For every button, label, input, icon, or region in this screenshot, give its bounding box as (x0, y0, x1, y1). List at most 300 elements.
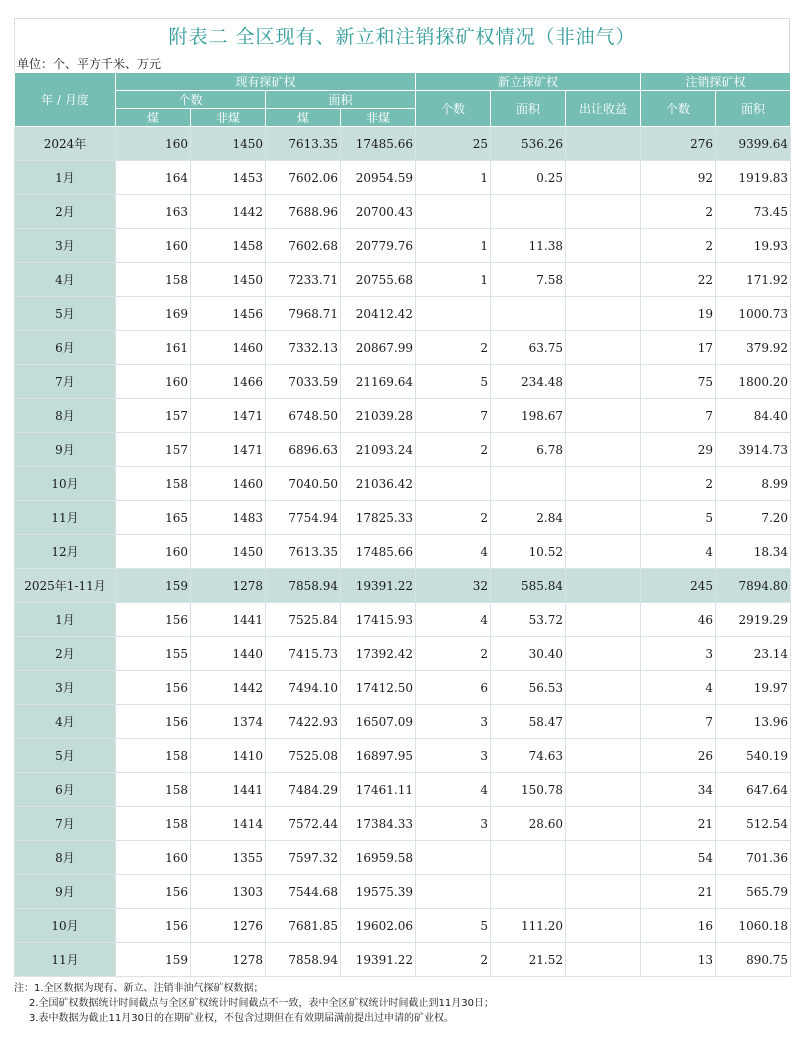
table-header (15, 73, 791, 127)
cell-new-count: 2 (416, 433, 491, 467)
cell-noncoal-count: 1456 (191, 297, 266, 331)
cell-period: 3月 (15, 229, 116, 263)
cell-cancel-count: 21 (641, 875, 716, 909)
cell-cancel-area: 379.92 (716, 331, 791, 365)
cell-coal-count: 158 (116, 739, 191, 773)
cell-new-area: 6.78 (491, 433, 566, 467)
cell-cancel-area: 1800.20 (716, 365, 791, 399)
cell-period: 11月 (15, 501, 116, 535)
summary-row (15, 569, 791, 603)
cell-coal-area: 7484.29 (266, 773, 341, 807)
cell-new-area: 11.38 (491, 229, 566, 263)
cell-coal-count: 160 (116, 127, 191, 161)
cell-new-revenue (566, 501, 641, 535)
cell-coal-area: 7597.32 (266, 841, 341, 875)
cell-noncoal-count: 1276 (191, 909, 266, 943)
cell-noncoal-area: 19575.39 (341, 875, 416, 909)
cell-new-revenue (566, 909, 641, 943)
cell-coal-count: 164 (116, 161, 191, 195)
footnote-3: 3.表中数据为截止11月30日的在期矿业权，不包含过期但在有效期届满前提出过申请的矿业权。 (29, 1013, 454, 1024)
cell-new-count: 4 (416, 603, 491, 637)
unit-label: 单位：个、平方千米、万元 (14, 56, 790, 72)
cell-coal-count: 160 (116, 535, 191, 569)
cell-new-count: 3 (416, 705, 491, 739)
footnotes (14, 981, 790, 1026)
cell-new-count: 32 (416, 569, 491, 603)
cell-new-area: 536.26 (491, 127, 566, 161)
cell-period: 2月 (15, 637, 116, 671)
cell-cancel-count: 21 (641, 807, 716, 841)
summary-row (15, 127, 791, 161)
cell-noncoal-count: 1453 (191, 161, 266, 195)
cell-noncoal-area: 16897.95 (341, 739, 416, 773)
cell-cancel-area: 23.14 (716, 637, 791, 671)
cell-new-area: 10.52 (491, 535, 566, 569)
cell-noncoal-area: 19391.22 (341, 569, 416, 603)
cell-noncoal-area: 17485.66 (341, 535, 416, 569)
cell-noncoal-area: 17412.50 (341, 671, 416, 705)
cell-new-area: 21.52 (491, 943, 566, 977)
header-new: 新立探矿权 (416, 73, 641, 91)
cell-period: 5月 (15, 739, 116, 773)
cell-noncoal-count: 1441 (191, 603, 266, 637)
cell-coal-area: 7688.96 (266, 195, 341, 229)
cell-noncoal-area: 20412.42 (341, 297, 416, 331)
cell-coal-count: 156 (116, 705, 191, 739)
cell-new-area: 234.48 (491, 365, 566, 399)
cell-new-revenue (566, 637, 641, 671)
cell-new-count: 2 (416, 501, 491, 535)
cell-period: 1月 (15, 603, 116, 637)
cell-new-revenue (566, 467, 641, 501)
cell-cancel-count: 34 (641, 773, 716, 807)
cell-new-area (491, 841, 566, 875)
cell-cancel-area: 18.34 (716, 535, 791, 569)
cell-new-revenue (566, 739, 641, 773)
cell-new-area: 150.78 (491, 773, 566, 807)
cell-noncoal-area: 20755.68 (341, 263, 416, 297)
cell-coal-area: 6896.63 (266, 433, 341, 467)
cell-new-revenue (566, 229, 641, 263)
cell-new-area (491, 195, 566, 229)
cell-new-area: 63.75 (491, 331, 566, 365)
cell-new-revenue (566, 773, 641, 807)
cell-noncoal-count: 1441 (191, 773, 266, 807)
cell-new-area: 111.20 (491, 909, 566, 943)
cell-new-revenue (566, 671, 641, 705)
cell-new-revenue (566, 603, 641, 637)
header-new-area: 面积 (491, 91, 566, 127)
cell-noncoal-area: 17415.93 (341, 603, 416, 637)
cell-new-revenue (566, 841, 641, 875)
cell-new-count (416, 841, 491, 875)
table-row (15, 807, 791, 841)
cell-new-count: 6 (416, 671, 491, 705)
cell-cancel-count: 2 (641, 195, 716, 229)
cell-period: 2025年1-11月 (15, 569, 116, 603)
cell-period: 8月 (15, 399, 116, 433)
footnote-2: 2.全国矿权数据统计时间截点与全区矿权统计时间截点不一致，表中全区矿权统计时间截止到11月30日； (29, 998, 494, 1009)
cell-cancel-area: 171.92 (716, 263, 791, 297)
cell-period: 10月 (15, 467, 116, 501)
cell-noncoal-count: 1440 (191, 637, 266, 671)
cell-noncoal-count: 1460 (191, 331, 266, 365)
cell-coal-area: 7602.06 (266, 161, 341, 195)
cell-new-count: 1 (416, 263, 491, 297)
footnote-1: 注：1.全区数据为现有、新立、注销非油气探矿权数据； (14, 983, 264, 994)
cell-cancel-area: 7.20 (716, 501, 791, 535)
cell-noncoal-count: 1355 (191, 841, 266, 875)
cell-cancel-area: 1000.73 (716, 297, 791, 331)
cell-noncoal-area: 17461.11 (341, 773, 416, 807)
cell-cancel-count: 2 (641, 229, 716, 263)
cell-cancel-area: 19.93 (716, 229, 791, 263)
table-row (15, 773, 791, 807)
cell-new-area: 585.84 (491, 569, 566, 603)
cell-coal-area: 7858.94 (266, 943, 341, 977)
cell-noncoal-count: 1466 (191, 365, 266, 399)
header-cancel-count: 个数 (641, 91, 716, 127)
table-row (15, 467, 791, 501)
cell-coal-count: 160 (116, 841, 191, 875)
cell-coal-count: 163 (116, 195, 191, 229)
report-sheet (14, 18, 790, 1026)
cell-period: 2月 (15, 195, 116, 229)
cell-coal-count: 160 (116, 229, 191, 263)
cell-new-area: 30.40 (491, 637, 566, 671)
cell-cancel-area: 2919.29 (716, 603, 791, 637)
cell-noncoal-area: 19602.06 (341, 909, 416, 943)
cell-noncoal-area: 20867.99 (341, 331, 416, 365)
cell-coal-area: 7544.68 (266, 875, 341, 909)
table-row (15, 671, 791, 705)
header-new-revenue: 出让收益 (566, 91, 641, 127)
cell-new-revenue (566, 807, 641, 841)
cell-new-revenue (566, 263, 641, 297)
cell-coal-count: 155 (116, 637, 191, 671)
table-title: 附表二 全区现有、新立和注销探矿权情况（非油气） (14, 18, 790, 56)
cell-cancel-count: 276 (641, 127, 716, 161)
cell-cancel-area: 1060.18 (716, 909, 791, 943)
cell-noncoal-count: 1410 (191, 739, 266, 773)
cell-noncoal-count: 1450 (191, 127, 266, 161)
cell-new-revenue (566, 535, 641, 569)
cell-new-area (491, 297, 566, 331)
cell-coal-count: 165 (116, 501, 191, 535)
cell-cancel-count: 29 (641, 433, 716, 467)
cell-noncoal-area: 21036.42 (341, 467, 416, 501)
table-body (15, 127, 791, 977)
cell-cancel-count: 7 (641, 705, 716, 739)
cell-cancel-area: 512.54 (716, 807, 791, 841)
table-row (15, 399, 791, 433)
cell-period: 9月 (15, 875, 116, 909)
cell-period: 3月 (15, 671, 116, 705)
table-row (15, 433, 791, 467)
cell-new-revenue (566, 161, 641, 195)
cell-noncoal-count: 1414 (191, 807, 266, 841)
header-period: 年 / 月度 (15, 73, 116, 127)
cell-noncoal-area: 17384.33 (341, 807, 416, 841)
cell-coal-count: 169 (116, 297, 191, 331)
cell-cancel-count: 17 (641, 331, 716, 365)
cell-period: 5月 (15, 297, 116, 331)
table-row (15, 603, 791, 637)
cell-new-area (491, 467, 566, 501)
cell-coal-area: 7681.85 (266, 909, 341, 943)
cell-noncoal-area: 21039.28 (341, 399, 416, 433)
cell-new-count: 2 (416, 331, 491, 365)
cell-new-revenue (566, 705, 641, 739)
table-row (15, 875, 791, 909)
cell-new-area: 2.84 (491, 501, 566, 535)
cell-period: 4月 (15, 263, 116, 297)
cell-cancel-area: 540.19 (716, 739, 791, 773)
cell-noncoal-area: 17485.66 (341, 127, 416, 161)
cell-coal-count: 160 (116, 365, 191, 399)
cell-period: 1月 (15, 161, 116, 195)
cell-cancel-area: 19.97 (716, 671, 791, 705)
cell-new-area: 56.53 (491, 671, 566, 705)
cell-coal-area: 7613.35 (266, 535, 341, 569)
cell-new-count: 7 (416, 399, 491, 433)
header-count: 个数 (116, 91, 266, 109)
table-row (15, 365, 791, 399)
cell-period: 7月 (15, 365, 116, 399)
cell-coal-count: 156 (116, 603, 191, 637)
cell-new-count: 3 (416, 807, 491, 841)
cell-new-revenue (566, 195, 641, 229)
cell-cancel-area: 647.64 (716, 773, 791, 807)
cell-noncoal-area: 21093.24 (341, 433, 416, 467)
cell-noncoal-count: 1450 (191, 535, 266, 569)
cell-new-count: 1 (416, 161, 491, 195)
cell-coal-area: 7858.94 (266, 569, 341, 603)
header-new-count: 个数 (416, 91, 491, 127)
cell-cancel-area: 8.99 (716, 467, 791, 501)
cell-new-count: 5 (416, 365, 491, 399)
cell-cancel-count: 19 (641, 297, 716, 331)
cell-noncoal-count: 1278 (191, 943, 266, 977)
header-count-coal: 煤 (116, 109, 191, 127)
cell-new-area: 0.25 (491, 161, 566, 195)
cell-cancel-area: 9399.64 (716, 127, 791, 161)
cell-period: 6月 (15, 773, 116, 807)
cell-noncoal-count: 1460 (191, 467, 266, 501)
cell-coal-count: 159 (116, 943, 191, 977)
cell-cancel-count: 245 (641, 569, 716, 603)
cell-coal-count: 158 (116, 773, 191, 807)
header-area-noncoal: 非煤 (341, 109, 416, 127)
cell-new-count (416, 195, 491, 229)
cell-coal-area: 7525.08 (266, 739, 341, 773)
cell-coal-area: 7332.13 (266, 331, 341, 365)
cell-new-revenue (566, 365, 641, 399)
cell-coal-area: 7613.35 (266, 127, 341, 161)
cell-cancel-area: 73.45 (716, 195, 791, 229)
table-row (15, 535, 791, 569)
cell-cancel-count: 5 (641, 501, 716, 535)
cell-new-area: 74.63 (491, 739, 566, 773)
cell-new-area: 198.67 (491, 399, 566, 433)
cell-new-area: 7.58 (491, 263, 566, 297)
cell-cancel-count: 22 (641, 263, 716, 297)
table-row (15, 161, 791, 195)
table-row (15, 501, 791, 535)
cell-cancel-count: 92 (641, 161, 716, 195)
cell-new-count (416, 297, 491, 331)
cell-period: 7月 (15, 807, 116, 841)
table-row (15, 331, 791, 365)
header-count-noncoal: 非煤 (191, 109, 266, 127)
table-row (15, 841, 791, 875)
cell-coal-area: 7494.10 (266, 671, 341, 705)
table-row (15, 739, 791, 773)
header-area-coal: 煤 (266, 109, 341, 127)
cell-new-revenue (566, 127, 641, 161)
cell-noncoal-area: 17825.33 (341, 501, 416, 535)
cell-coal-count: 158 (116, 467, 191, 501)
cell-new-revenue (566, 875, 641, 909)
cell-noncoal-count: 1374 (191, 705, 266, 739)
cell-new-revenue (566, 433, 641, 467)
cell-cancel-area: 3914.73 (716, 433, 791, 467)
header-cancel-area: 面积 (716, 91, 791, 127)
cell-cancel-count: 13 (641, 943, 716, 977)
cell-coal-count: 156 (116, 671, 191, 705)
cell-noncoal-count: 1442 (191, 671, 266, 705)
cell-cancel-count: 75 (641, 365, 716, 399)
cell-new-count: 4 (416, 773, 491, 807)
cell-cancel-count: 46 (641, 603, 716, 637)
cell-cancel-count: 4 (641, 671, 716, 705)
cell-period: 9月 (15, 433, 116, 467)
cell-period: 11月 (15, 943, 116, 977)
cell-coal-count: 158 (116, 263, 191, 297)
cell-new-area (491, 875, 566, 909)
cell-coal-count: 159 (116, 569, 191, 603)
cell-noncoal-count: 1278 (191, 569, 266, 603)
cell-noncoal-area: 16507.09 (341, 705, 416, 739)
table-row (15, 263, 791, 297)
cell-cancel-count: 26 (641, 739, 716, 773)
exploration-rights-table (14, 72, 791, 977)
table-row (15, 637, 791, 671)
cell-cancel-count: 54 (641, 841, 716, 875)
cell-coal-area: 7040.50 (266, 467, 341, 501)
cell-coal-area: 7525.84 (266, 603, 341, 637)
table-row (15, 297, 791, 331)
cell-new-count: 1 (416, 229, 491, 263)
cell-coal-area: 7602.68 (266, 229, 341, 263)
cell-new-area: 53.72 (491, 603, 566, 637)
cell-cancel-area: 890.75 (716, 943, 791, 977)
cell-new-count: 3 (416, 739, 491, 773)
cell-noncoal-count: 1450 (191, 263, 266, 297)
cell-noncoal-area: 19391.22 (341, 943, 416, 977)
cell-period: 12月 (15, 535, 116, 569)
cell-cancel-area: 13.96 (716, 705, 791, 739)
cell-coal-count: 158 (116, 807, 191, 841)
cell-cancel-count: 3 (641, 637, 716, 671)
cell-coal-count: 156 (116, 909, 191, 943)
cell-noncoal-area: 17392.42 (341, 637, 416, 671)
cell-noncoal-count: 1442 (191, 195, 266, 229)
cell-cancel-area: 1919.83 (716, 161, 791, 195)
cell-coal-area: 7415.73 (266, 637, 341, 671)
header-existing: 现有探矿权 (116, 73, 416, 91)
cell-new-area: 28.60 (491, 807, 566, 841)
cell-period: 4月 (15, 705, 116, 739)
table-row (15, 705, 791, 739)
cell-new-revenue (566, 943, 641, 977)
table-row (15, 229, 791, 263)
cell-coal-count: 161 (116, 331, 191, 365)
cell-noncoal-count: 1471 (191, 399, 266, 433)
cell-period: 6月 (15, 331, 116, 365)
table-row (15, 909, 791, 943)
header-area: 面积 (266, 91, 416, 109)
table-row (15, 943, 791, 977)
table-row (15, 195, 791, 229)
cell-noncoal-count: 1458 (191, 229, 266, 263)
cell-noncoal-area: 21169.64 (341, 365, 416, 399)
cell-coal-count: 157 (116, 399, 191, 433)
cell-new-area: 58.47 (491, 705, 566, 739)
cell-cancel-count: 4 (641, 535, 716, 569)
cell-coal-count: 156 (116, 875, 191, 909)
cell-cancel-area: 565.79 (716, 875, 791, 909)
cell-coal-area: 7968.71 (266, 297, 341, 331)
cell-noncoal-area: 20700.43 (341, 195, 416, 229)
cell-period: 8月 (15, 841, 116, 875)
cell-new-count: 5 (416, 909, 491, 943)
cell-noncoal-count: 1483 (191, 501, 266, 535)
cell-new-count: 2 (416, 637, 491, 671)
cell-coal-area: 6748.50 (266, 399, 341, 433)
cell-cancel-count: 7 (641, 399, 716, 433)
cell-new-count: 2 (416, 943, 491, 977)
cell-new-count (416, 875, 491, 909)
cell-period: 10月 (15, 909, 116, 943)
cell-cancel-area: 701.36 (716, 841, 791, 875)
cell-cancel-area: 84.40 (716, 399, 791, 433)
cell-coal-area: 7572.44 (266, 807, 341, 841)
cell-coal-area: 7233.71 (266, 263, 341, 297)
cell-coal-area: 7422.93 (266, 705, 341, 739)
cell-cancel-count: 16 (641, 909, 716, 943)
cell-noncoal-area: 20779.76 (341, 229, 416, 263)
cell-noncoal-area: 16959.58 (341, 841, 416, 875)
cell-period: 2024年 (15, 127, 116, 161)
cell-coal-area: 7754.94 (266, 501, 341, 535)
cell-new-revenue (566, 331, 641, 365)
cell-new-count (416, 467, 491, 501)
cell-new-count: 4 (416, 535, 491, 569)
cell-new-revenue (566, 399, 641, 433)
cell-coal-count: 157 (116, 433, 191, 467)
cell-coal-area: 7033.59 (266, 365, 341, 399)
cell-new-revenue (566, 297, 641, 331)
cell-cancel-area: 7894.80 (716, 569, 791, 603)
cell-noncoal-count: 1303 (191, 875, 266, 909)
cell-new-revenue (566, 569, 641, 603)
cell-new-count: 25 (416, 127, 491, 161)
header-cancel: 注销探矿权 (641, 73, 791, 91)
cell-noncoal-area: 20954.59 (341, 161, 416, 195)
cell-noncoal-count: 1471 (191, 433, 266, 467)
cell-cancel-count: 2 (641, 467, 716, 501)
